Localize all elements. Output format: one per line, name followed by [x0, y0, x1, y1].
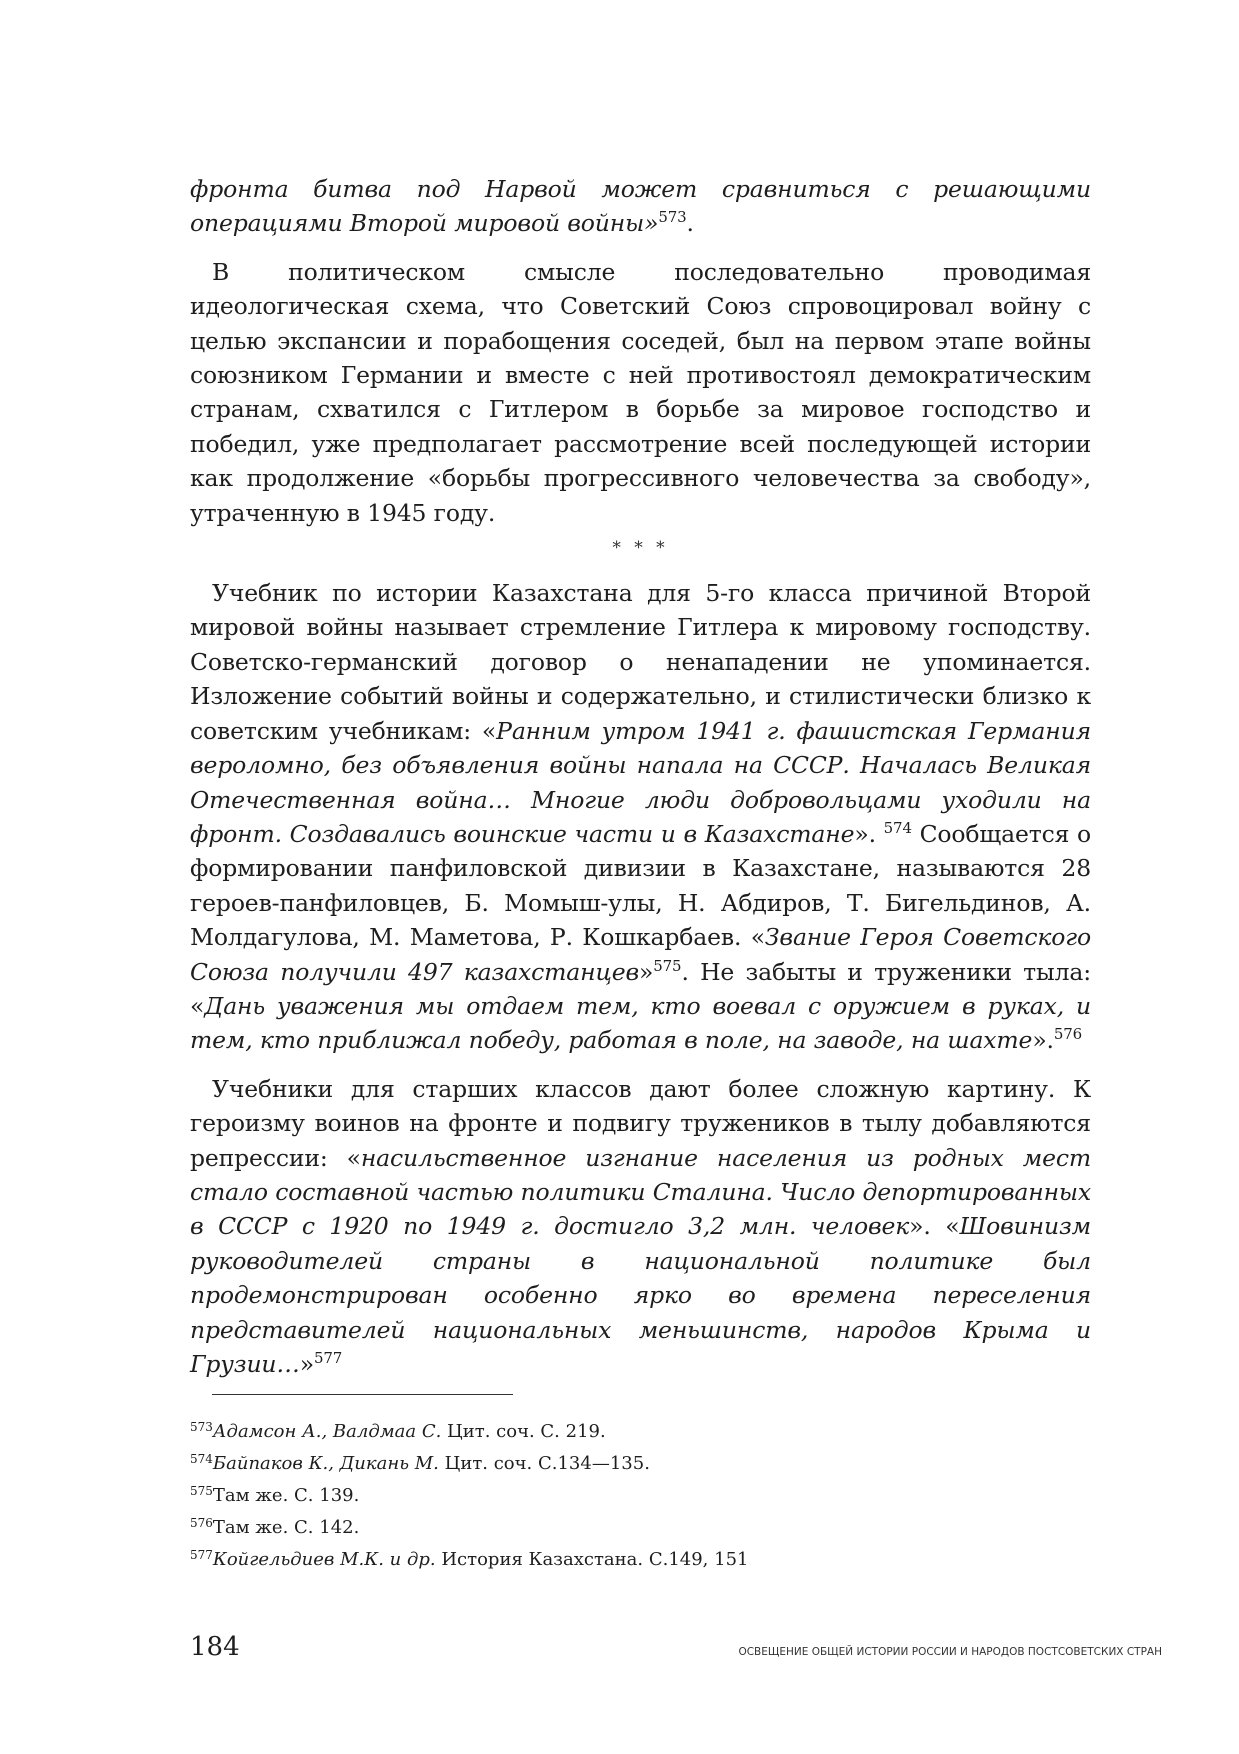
- page-number: 184: [190, 1632, 240, 1662]
- text: ».: [854, 819, 884, 848]
- footnote-number: 573: [190, 1420, 213, 1434]
- footnote-author: Байпаков К., Дикань М.: [212, 1453, 439, 1474]
- footnote-author: Адамсон А., Валдмаа С.: [212, 1421, 442, 1442]
- footnote-number: 577: [190, 1548, 213, 1562]
- footnote-author: Койгельдиев М.К. и др.: [212, 1549, 436, 1570]
- footnote-divider: [212, 1394, 513, 1395]
- footnote-text: Цит. соч. С.134—135.: [438, 1453, 650, 1474]
- footnote-573: [190, 1416, 1091, 1448]
- text: Учебники для старших классов дают более сложную картину. К героизму воинов на фронте и подвигу тружеников в тылу добавляются репрессии: «: [190, 1074, 1091, 1172]
- footnote-text: Там же. С. 139.: [212, 1485, 360, 1506]
- text: . Не забыты и труженики тыла: «: [190, 957, 1091, 1020]
- quote-italic: Ранним утром 1941 г. фашистская Германия вероломно, без объявления войны напала на СССР. Началась Великая Отечественная война… Многие люди добровольцами уходили на фронт. Создавались воинские части и в Казахстане: [190, 716, 1091, 848]
- footnotes: [190, 1416, 1091, 1576]
- section-separator: * * *: [612, 538, 669, 559]
- page-body: [190, 172, 1091, 1395]
- text: Учебник по истории Казахстана для 5-го класса причиной Второй мировой войны называет стремление Гитлера к мировому господству. Советско-германский договор о ненападении не упоминается. Изложение событий войны и содержательно, и стилистически близко к советским учебникам: «: [190, 579, 1091, 745]
- footnote-number: 576: [190, 1516, 213, 1530]
- quote-italic: фронта битва под Нарвой может сравниться с решающими операциями Второй мировой войны»: [190, 175, 1091, 238]
- footnote-576: [190, 1512, 1091, 1544]
- footnote-575: [190, 1480, 1091, 1512]
- paragraph-senior-grades: [190, 1072, 1091, 1382]
- footnote-ref-575[interactable]: 575: [653, 956, 682, 975]
- quote-italic: Дань уважения мы отдаем тем, кто воевал с оружием в руках, и тем, кто приближал победу, работая в поле, на заводе, на шахте: [190, 991, 1091, 1055]
- paragraph-political: В политическом смысле последовательно проводимая идеологическая схема, что Советский Союз спровоцировал войну с целью экспансии и порабощения соседей, был на первом этапе войны союзником Германии и вместе с ней противостоял демократическим странам, схватился с Гитлером в борьбе за мировое господство и победил, уже предполагает рассмотрение всей последующей истории как продолжение «борьбы прогрессивного человечества за свободу», утраченную в 1945 году.: [190, 257, 1091, 527]
- footnote-number: 575: [190, 1484, 213, 1498]
- footnote-ref-577[interactable]: 577: [314, 1349, 343, 1367]
- footnote-text: Там же. С. 142.: [212, 1517, 360, 1538]
- paragraph-continuation: [190, 172, 1091, 241]
- quote-italic: Звание Героя Советского Союза получили 497 казахстанцев: [190, 923, 1091, 986]
- footnote-ref-576[interactable]: 576: [1053, 1025, 1083, 1044]
- quote-italic: Шовинизм руководителей страны в национальной политике был продемонстрирован особенно ярко во времена переселения представителей национальных меньшинств, народов Крыма и Грузии…: [190, 1212, 1091, 1378]
- footnote-text: Цит. соч. С. 219.: [441, 1421, 606, 1442]
- text: Сообщается о формировании панфиловской дивизии в Казахстане, называются 28 героев-панфиловцев, Б. Момыш-улы, Н. Абдиров, Т. Бигельдинов, А. Молдагулова, М. Маметова, Р. Кошкарбаев. «: [190, 819, 1092, 952]
- footnote-text: История Казахстана. С.149, 151: [435, 1549, 749, 1570]
- footnote-number: 574: [190, 1452, 213, 1466]
- text: »: [299, 1350, 315, 1378]
- text: ». «: [909, 1212, 960, 1241]
- quote-italic: насильственное изгнание населения из родных мест стало составной частью политики Сталина. Число депортированных в СССР с 1920 по 1949 г. достигло 3,2 млн. человек: [190, 1143, 1091, 1241]
- punct: .: [686, 209, 694, 238]
- footnote-ref-574[interactable]: 574: [883, 818, 912, 837]
- punct: »: [639, 957, 654, 986]
- text: ».: [1032, 1026, 1054, 1055]
- running-footer: ОСВЕЩЕНИЕ ОБЩЕЙ ИСТОРИИ РОССИИ И НАРОДОВ ПОСТСОВЕТСКИХ СТРАН: [738, 1646, 1162, 1658]
- footnote-577: [190, 1544, 1091, 1576]
- paragraph-kazakhstan-5th-grade: [190, 576, 1091, 1058]
- footnote-574: [190, 1448, 1091, 1480]
- footnote-ref-573[interactable]: 573: [658, 208, 687, 227]
